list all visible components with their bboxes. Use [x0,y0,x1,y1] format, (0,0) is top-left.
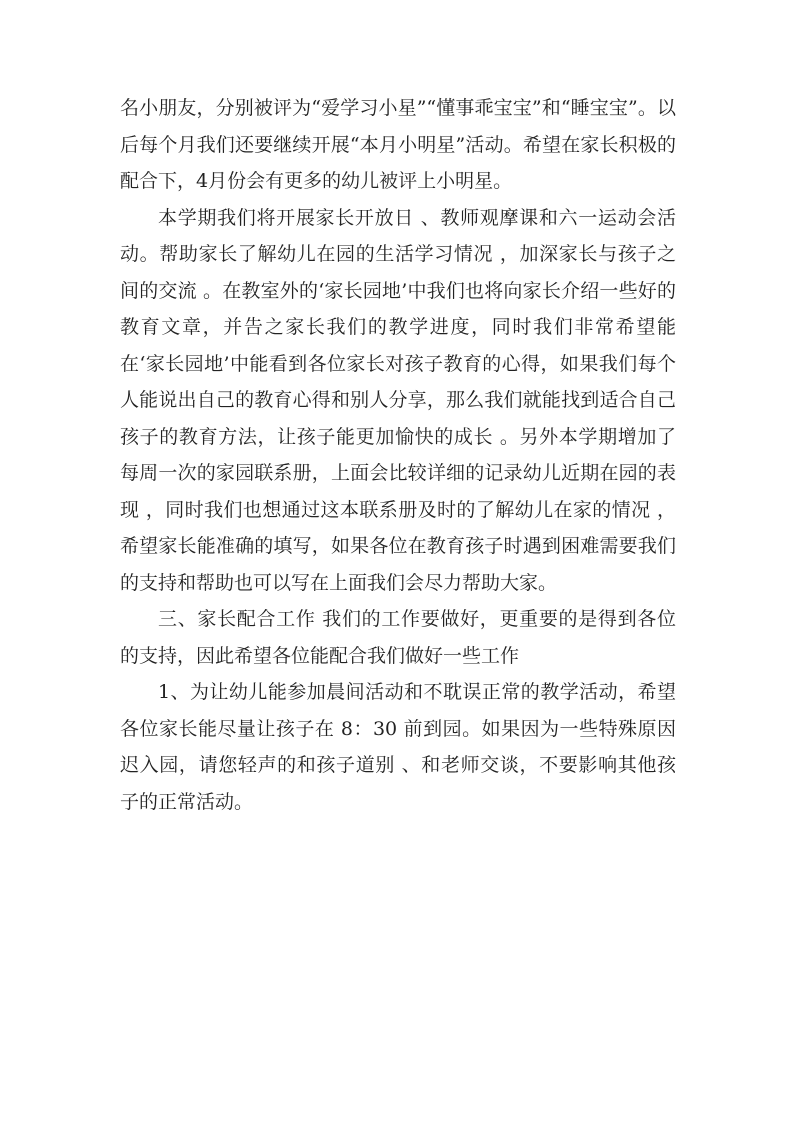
document-body [120,90,676,820]
paragraph-item-1: 1、为让幼儿能参加晨间活动和不耽误正常的教学活动，希望各位家长能尽量让孩子在 8：30 前到园。如果因为一些特殊原因迟入园，请您轻声的和孩子道别 、和老师交谈，不要影响其他孩子的正常活动。 [120,681,676,813]
paragraph-continuation: 名小朋友，分别被评为“爱学习小星”“懂事乖宝宝”和“睡宝宝”。以后每个月我们还要继续开展“本月小明星”活动。希望在家长积极的配合下，4月份会有更多的幼儿被评上小明星。 [120,97,676,192]
paragraph-parent-activities: 本学期我们将开展家长开放日 、教师观摩课和六一运动会活动。帮助家长了解幼儿在园的生活学习情况 ，加深家长与孩子之间的交流 。在教室外的‘家长园地’中我们也将向家长介绍一些好的教育文章，并告之家长我们的教学进度，同时我们非常希望能在‘家长园地’中能看到各位家长对孩子教育的心得，如果我们每个人能说出自己的教育心得和别人分享，那么我们就能找到适合自己孩子的教育方法，让孩子能更加愉快的成长 。另外本学期增加了每周一次的家园联系册，上面会比较详细的记录幼儿近期在园的表现 ，同时我们也想通过这本联系册及时的了解幼儿在家的情况 ，希望家长能准确的填写，如果各位在教育孩子时遇到困难需要我们的支持和帮助也可以写在上面我们会尽力帮助大家。 [120,206,676,594]
paragraph-section-heading: 三、家长配合工作 我们的工作要做好，更重要的是得到各位的支持，因此希望各位能配合我们做好一些工作 [120,608,676,667]
